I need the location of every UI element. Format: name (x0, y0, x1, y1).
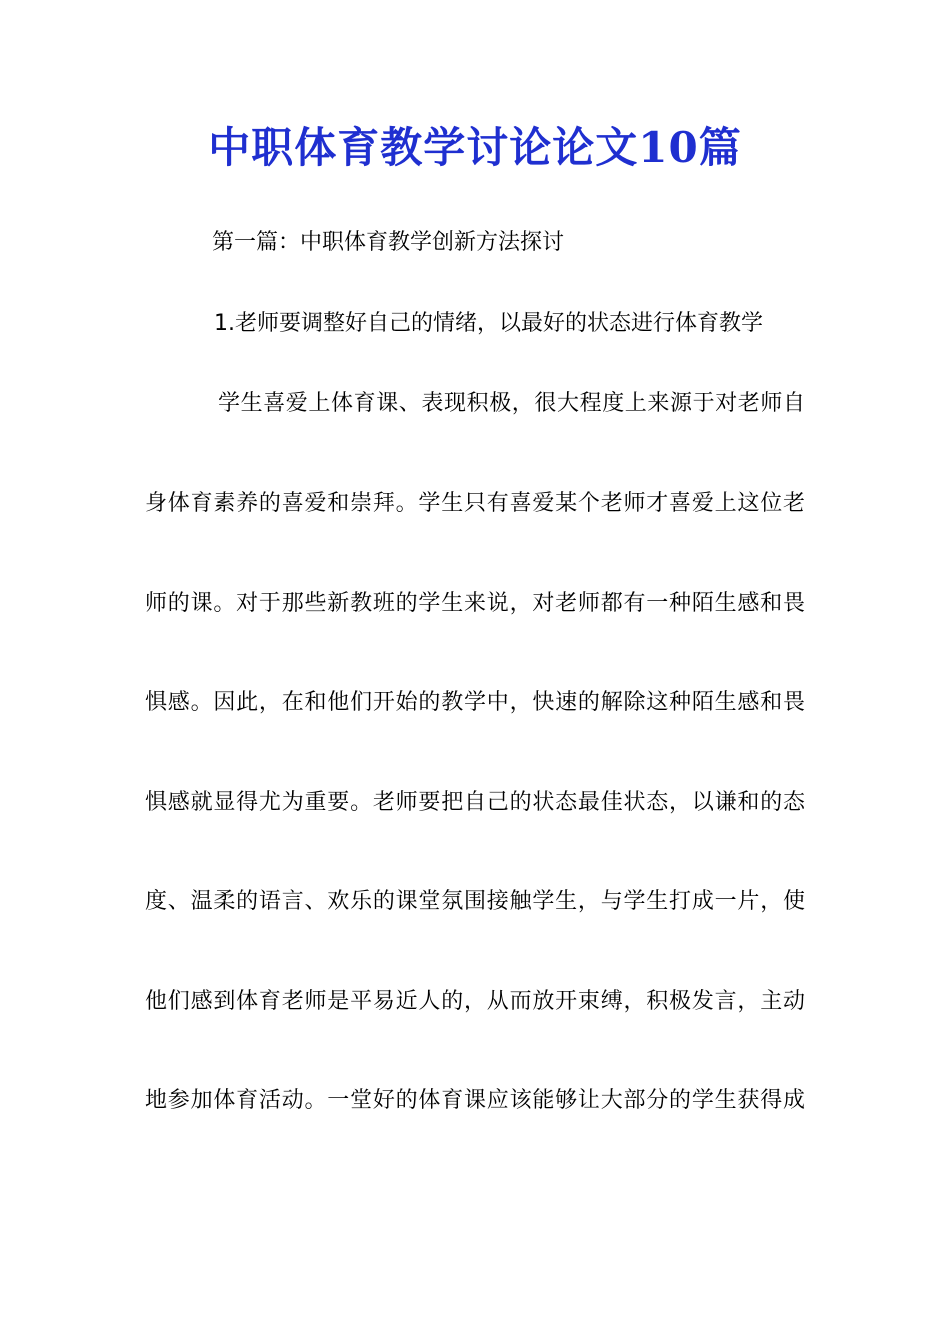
paragraph-line: 师的课。对于那些新教班的学生来说，对老师都有一种陌生感和畏 (145, 591, 805, 616)
sub-heading: 1.老师要调整好自己的情绪，以最好的状态进行体育教学 (214, 311, 763, 336)
section-heading: 第一篇：中职体育教学创新方法探讨 (212, 230, 565, 255)
paragraph-line: 学生喜爱上体育课、表现积极，很大程度上来源于对老师自 (218, 391, 805, 416)
paragraph-line: 惧感就显得尤为重要。老师要把自己的状态最佳状态，以谦和的态 (145, 790, 805, 815)
document-title: 中职体育教学讨论论文10篇 (208, 123, 742, 172)
paragraph-line: 惧感。因此，在和他们开始的教学中，快速的解除这种陌生感和畏 (145, 690, 805, 715)
paragraph-line: 身体育素养的喜爱和崇拜。学生只有喜爱某个老师才喜爱上这位老 (145, 491, 805, 516)
paragraph-line: 他们感到体育老师是平易近人的，从而放开束缚，积极发言，主动 (145, 989, 805, 1014)
paragraph-line: 度、温柔的语言、欢乐的课堂氛围接触学生，与学生打成一片，使 (145, 889, 805, 914)
paragraph-line: 地参加体育活动。一堂好的体育课应该能够让大部分的学生获得成 (145, 1088, 805, 1113)
